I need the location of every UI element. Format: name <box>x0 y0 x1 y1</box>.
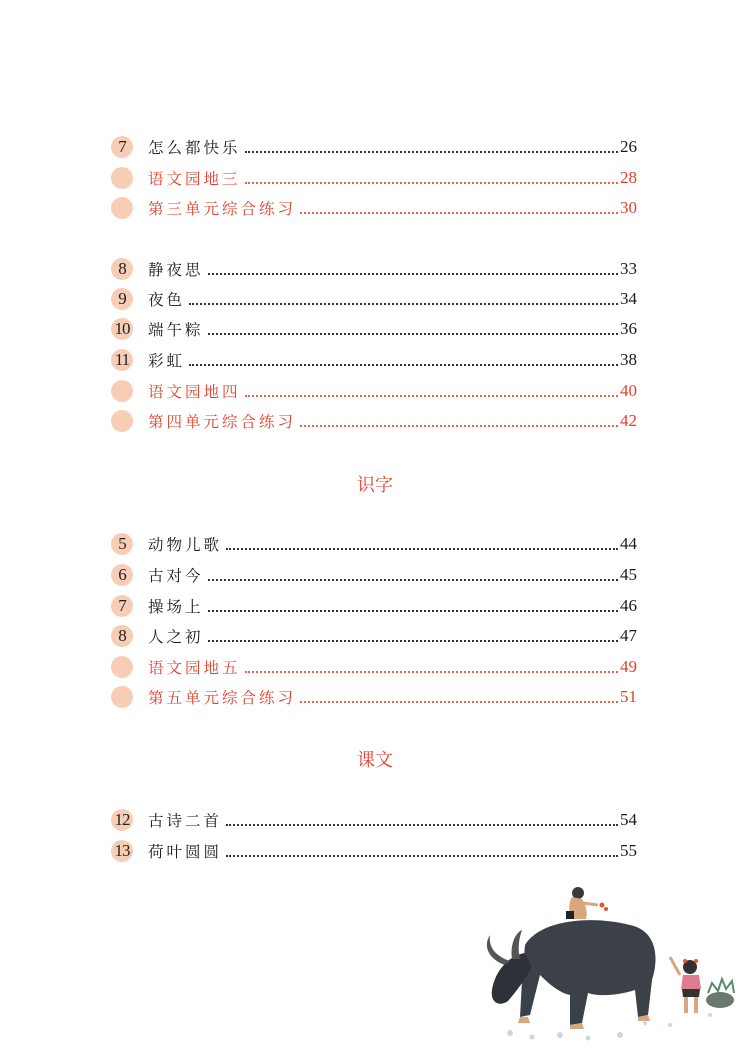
entry-title: 古对今 <box>148 567 204 585</box>
dot-leader <box>208 319 618 335</box>
dot-leader <box>300 411 618 427</box>
lesson-number-badge: 8 <box>111 258 133 280</box>
toc-entry[interactable] <box>111 165 637 191</box>
entry-title: 语文园地五 <box>148 659 241 677</box>
toc-entry[interactable] <box>111 623 637 649</box>
lesson-number-badge: 5 <box>111 533 133 555</box>
entry-title: 端午粽 <box>148 321 204 339</box>
entry-title: 荷叶圆圆 <box>148 843 223 861</box>
lesson-number-badge: 9 <box>111 288 133 310</box>
entry-title: 第五单元综合练习 <box>148 689 297 707</box>
dot-leader <box>208 626 618 642</box>
entry-title: 第三单元综合练习 <box>148 200 297 218</box>
page-number: 33 <box>620 259 637 278</box>
lesson-number-badge: 7 <box>111 136 133 158</box>
lesson-number-badge: 8 <box>111 625 133 647</box>
entry-title: 动物儿歌 <box>148 536 223 554</box>
toc-entry[interactable] <box>111 408 637 434</box>
bullet-badge <box>111 197 133 219</box>
lesson-number-badge: 7 <box>111 595 133 617</box>
page-number: 47 <box>620 626 637 645</box>
lesson-number-badge: 13 <box>111 840 133 862</box>
page-number: 55 <box>620 841 637 860</box>
lesson-number-badge: 12 <box>111 809 133 831</box>
toc-entry[interactable] <box>111 684 637 710</box>
toc-entry[interactable] <box>111 195 637 221</box>
entry-title: 第四单元综合练习 <box>148 413 297 431</box>
dot-leader <box>208 596 618 612</box>
water-buffalo-illustration-icon <box>470 875 740 1045</box>
toc-entry[interactable] <box>111 286 637 312</box>
dot-leader <box>189 289 618 305</box>
page-number: 46 <box>620 596 637 615</box>
dot-leader <box>300 198 618 214</box>
page-number: 34 <box>620 289 637 308</box>
entry-title: 古诗二首 <box>148 812 223 830</box>
entry-title: 彩虹 <box>148 352 186 370</box>
page-number: 30 <box>620 198 637 217</box>
page-number: 28 <box>620 168 637 187</box>
toc-entry[interactable] <box>111 593 637 619</box>
dot-leader <box>245 168 618 184</box>
dot-leader <box>189 350 618 366</box>
toc-entry[interactable] <box>111 347 637 373</box>
dot-leader <box>245 381 618 397</box>
entry-title: 操场上 <box>148 598 204 616</box>
lesson-number-badge: 11 <box>111 349 133 371</box>
bullet-badge <box>111 656 133 678</box>
page-number: 45 <box>620 565 637 584</box>
toc-entry[interactable] <box>111 316 637 342</box>
entry-title: 夜色 <box>148 291 186 309</box>
entry-title: 语文园地三 <box>148 170 241 188</box>
lesson-number-badge: 10 <box>111 318 133 340</box>
toc-entry[interactable] <box>111 807 637 833</box>
dot-leader <box>208 565 618 581</box>
dot-leader <box>300 687 618 703</box>
entry-title: 语文园地四 <box>148 383 241 401</box>
bullet-badge <box>111 167 133 189</box>
bullet-badge <box>111 380 133 402</box>
toc-entry[interactable] <box>111 256 637 282</box>
section-heading-shizi: 识字 <box>357 475 393 496</box>
page-number: 44 <box>620 534 637 553</box>
dot-leader <box>208 259 618 275</box>
section-heading-kewen: 课文 <box>357 750 393 771</box>
page-number: 49 <box>620 657 637 676</box>
dot-leader <box>226 810 618 826</box>
dot-leader <box>226 841 618 857</box>
dot-leader <box>226 534 618 550</box>
page-number: 26 <box>620 137 637 156</box>
page-number: 51 <box>620 687 637 706</box>
page-number: 36 <box>620 319 637 338</box>
page-number: 38 <box>620 350 637 369</box>
toc-entry[interactable] <box>111 134 637 160</box>
toc-entry[interactable] <box>111 838 637 864</box>
entry-title: 静夜思 <box>148 261 204 279</box>
lesson-number-badge: 6 <box>111 564 133 586</box>
toc-entry[interactable] <box>111 562 637 588</box>
toc-entry[interactable] <box>111 531 637 557</box>
entry-title: 人之初 <box>148 628 204 646</box>
toc-entry[interactable] <box>111 378 637 404</box>
dot-leader <box>245 657 618 673</box>
entry-title: 怎么都快乐 <box>148 139 241 157</box>
bullet-badge <box>111 410 133 432</box>
dot-leader <box>245 137 618 153</box>
toc-entry[interactable] <box>111 654 637 680</box>
bullet-badge <box>111 686 133 708</box>
page-number: 40 <box>620 381 637 400</box>
page-number: 54 <box>620 810 637 829</box>
page-number: 42 <box>620 411 637 430</box>
